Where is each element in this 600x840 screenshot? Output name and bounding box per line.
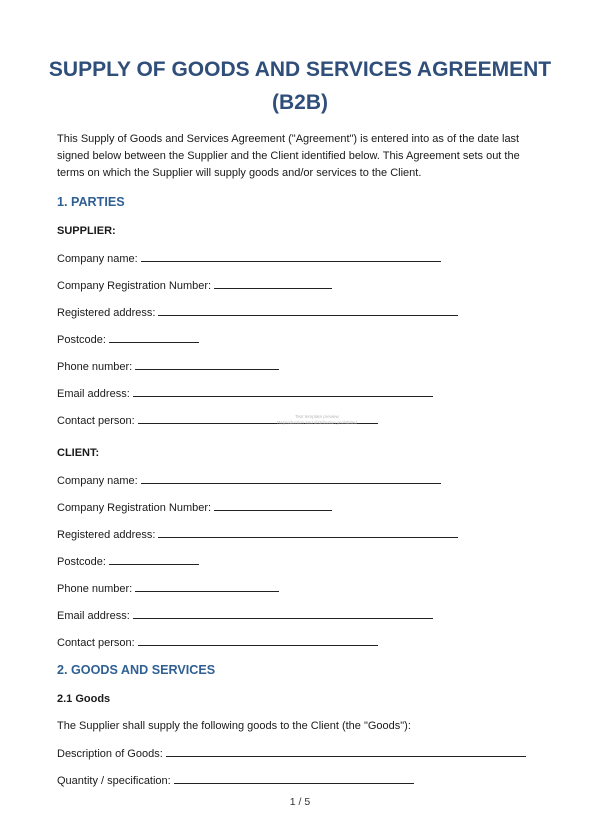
client-reg-number-blank[interactable] [214,500,332,511]
goods-quantity-field: Quantity / specification: [57,773,414,788]
client-email-field: Email address: [57,608,433,623]
client-company-name-blank[interactable] [141,473,441,484]
section-1-heading: 1. PARTIES [57,195,125,209]
supplier-reg-number-blank[interactable] [214,278,332,289]
client-postcode-field: Postcode: [57,554,199,569]
intro-paragraph: This Supply of Goods and Services Agreement ("Agreement") is entered into as of the date last signed below between the Supplier and the Client identified below. This Agreement sets out the terms on which the Supplier will supply goods and/or services to the Client. [57,133,520,179]
goods-description-field: Description of Goods: [57,746,526,761]
supplier-email-field: Email address: [57,386,433,401]
supplier-phone-blank[interactable] [135,359,279,370]
client-postcode-blank[interactable] [109,554,199,565]
client-phone-blank[interactable] [135,581,279,592]
client-reg-number-field: Company Registration Number: [57,500,332,515]
goods-description-blank[interactable] [166,746,526,757]
subsection-2-1-heading: 2.1 Goods [57,693,111,705]
subsection-2-1-text: The Supplier shall supply the following goods to the Client (the "Goods"): [57,720,411,732]
supplier-email-blank[interactable] [133,386,433,397]
supplier-company-name-field: Company name: [57,251,441,266]
section-2-heading: 2. GOODS AND SERVICES [57,663,216,677]
client-address-field: Registered address: [57,527,458,542]
client-phone-field: Phone number: [57,581,279,596]
document-title: SUPPLY OF GOODS AND SERVICES AGREEMENT [48,58,552,81]
supplier-label: SUPPLIER: [57,225,116,237]
client-label: CLIENT: [57,447,100,459]
preview-watermark: Text template preview Reproduction and distribution prohibited [277,414,357,425]
supplier-postcode-blank[interactable] [109,332,199,343]
supplier-phone-field: Phone number: [57,359,279,374]
client-address-blank[interactable] [158,527,458,538]
supplier-address-blank[interactable] [158,305,458,316]
page-number: 1 / 5 [289,796,311,808]
client-email-blank[interactable] [133,608,433,619]
client-company-name-field: Company name: [57,473,441,488]
supplier-reg-number-field: Company Registration Number: [57,278,332,293]
client-contact-blank[interactable] [138,635,378,646]
supplier-company-name-blank[interactable] [141,251,441,262]
supplier-contact-field: Contact person: [57,413,378,428]
client-contact-field: Contact person: [57,635,378,650]
supplier-postcode-field: Postcode: [57,332,199,347]
document-title-suffix: (B2B) [272,91,328,114]
supplier-address-field: Registered address: [57,305,458,320]
goods-quantity-blank[interactable] [174,773,414,784]
